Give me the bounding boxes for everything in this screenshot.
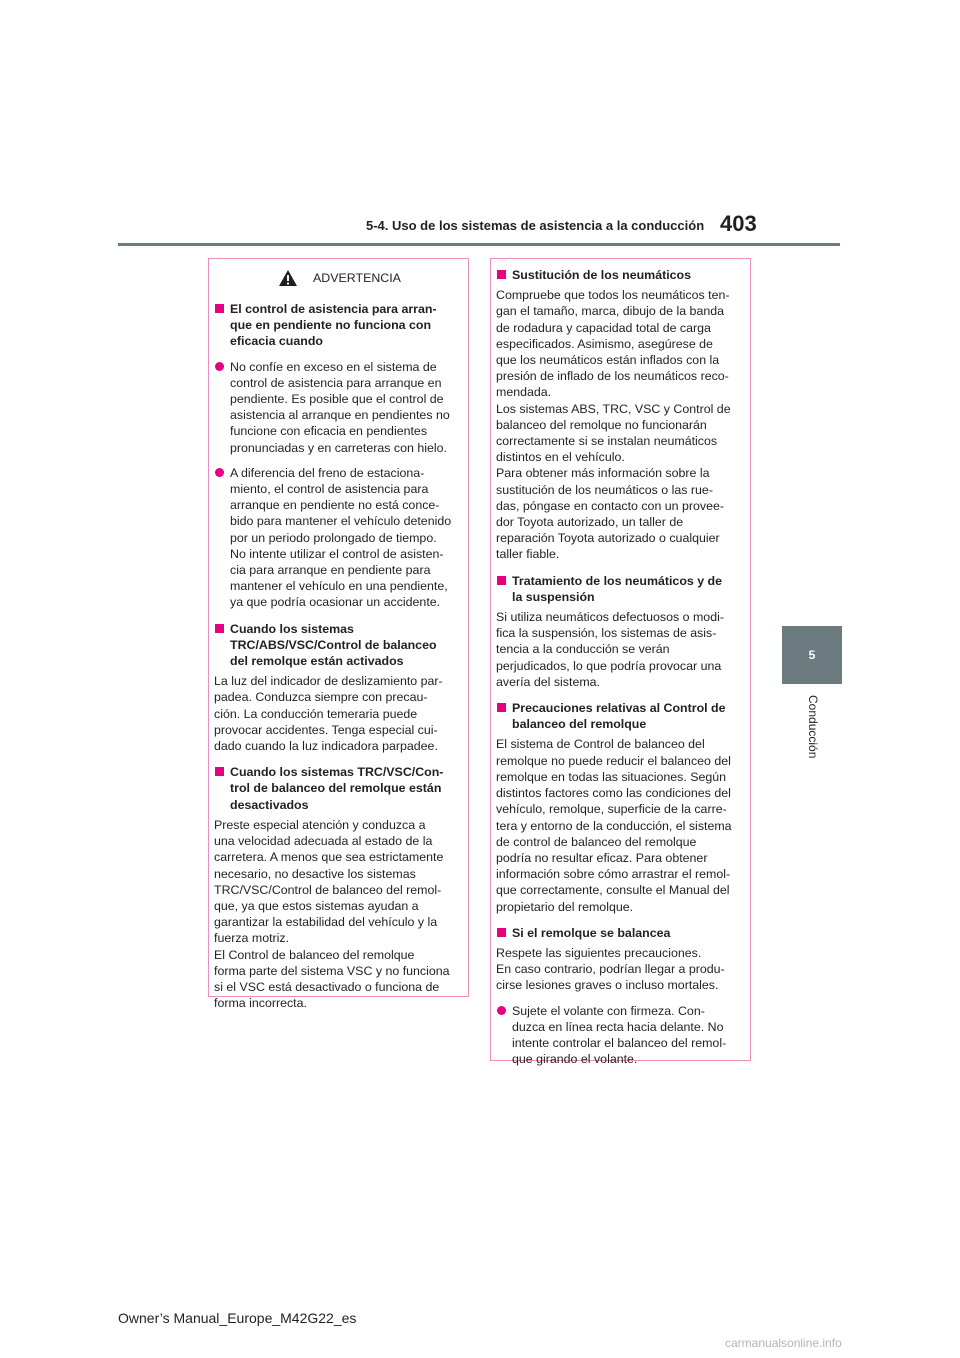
info-heading-4: Si el remolque se balancea — [496, 925, 740, 941]
chapter-number: 5 — [808, 648, 816, 662]
warning-header — [214, 265, 458, 291]
warning-text-3: Preste especial atención y conduzca a una velocidad adecuada al estado de la carretera. A menos que sea estrictamente necesario, no desactive los sistemas TRC/VSC/Control de balanceo del remol- que, ya que estos sistemas ayudan a garantizar la estabilidad del vehículo y la fuerza motriz. El Control de balanceo del remolque forma parte del sistema VSC y no funciona si el VSC está desactivado o funciona de forma incorrecta. — [214, 817, 450, 1011]
info-box — [490, 258, 751, 1067]
warning-heading-3: Cuando los sistemas TRC/VSC/Con- trol de balanceo del remolque están desactivados — [214, 764, 458, 813]
warning-text-2: La luz del indicador de deslizamiento par- padea. Conduzca siempre con precau- ción. La conducción temeraria puede provocar accidentes. Tenga especial cui- dado cuando la luz indicadora parpadee. — [214, 674, 443, 754]
info-text-2: Si utiliza neumáticos defectuosos o modi- fica la suspensión, los sistemas de asis- tencia a la conducción se verán perjudicados, lo que podría provocar una avería del sistema. — [496, 610, 724, 689]
info-bullet-1: Sujete el volante con firmeza. Con- duzca en línea recta hacia delante. No intente controlar el balanceo del remol- que girando el volante. — [496, 1003, 740, 1068]
square-bullet-icon — [497, 270, 506, 279]
info-heading-1: Sustitución de los neumáticos — [496, 267, 740, 283]
info-text-1: Compruebe que todos los neumáticos ten- gan el tamaño, marca, dibujo de la banda de rodadura y capacidad total de carga especificados. Asimismo, asegúrese de que los neumáticos están inflados con la presión de inflado de los neumáticos reco- mendada. Los sistemas ABS, TRC, VSC y Control de balanceo del remolque no funcionarán correctamente si se instalan neumáticos distintos en el vehículo. Para obtener más información sobre la sustitución de los neumáticos o las rue- das, póngase en contacto con un provee- dor Toyota autorizado, un taller de reparación Toyota autorizado o cualquier taller fiable. — [496, 288, 731, 562]
footer-manual-id: Owner’s Manual_Europe_M42G22_es — [118, 1310, 357, 1326]
round-bullet-icon — [215, 362, 224, 371]
square-bullet-icon — [497, 703, 506, 712]
square-bullet-icon — [215, 624, 224, 633]
info-text-4: Respete las siguientes precauciones. En caso contrario, podrían llegar a produ- cirse lesiones graves o incluso mortales. — [496, 945, 725, 993]
chapter-label: Conducción — [806, 695, 820, 759]
warning-bullet-2: A diferencia del freno de estaciona- miento, el control de asistencia para arranque en pendiente no está conce- bido para mantener el vehículo detenido por un periodo prolongado de tiempo. No intente utilizar el control de asisten- cia para arranque en pendiente para mantener el vehículo en una pendiente, ya que podría ocasionar un accidente. — [214, 465, 458, 611]
warning-bullet-1: No confíe en exceso en el sistema de control de asistencia para arranque en pendiente. Es posible que el control de asistencia al arranque en pendientes no funcione con eficacia en pendientes pronunciadas y en carreteras con hielo. — [214, 359, 458, 456]
warning-triangle-icon — [279, 270, 297, 286]
info-heading-2: Tratamiento de los neumáticos y de la suspensión — [496, 573, 740, 605]
square-bullet-icon — [215, 304, 224, 313]
warning-heading-2: Cuando los sistemas TRC/ABS/VSC/Control de balanceo del remolque están activados — [214, 621, 458, 670]
info-text-3: El sistema de Control de balanceo del remolque no puede reducir el balanceo del remolque en todas las situaciones. Según distintos factores como las condiciones del vehículo, remolque, superficie de la carre- tera y entorno de la conducción, el sistema de control de balanceo del remolque podría no resultar eficaz. Para obtener información sobre cómo arrastrar el remol- que correctamente, consulte el Manual del propietario del remolque. — [496, 737, 732, 914]
warning-label: ADVERTENCIA — [313, 270, 401, 285]
warning-box — [208, 258, 469, 1011]
round-bullet-icon — [497, 1006, 506, 1015]
square-bullet-icon — [497, 576, 506, 585]
watermark: carmanualsonline.info — [725, 1336, 842, 1350]
page-number: 403 — [720, 211, 757, 236]
square-bullet-icon — [215, 767, 224, 776]
warning-heading-1: El control de asistencia para arran- que en pendiente no funciona con eficacia cuando — [214, 301, 458, 350]
section-title: 5-4. Uso de los sistemas de asistencia a la conducción — [366, 218, 705, 233]
square-bullet-icon — [497, 928, 506, 937]
chapter-tab — [782, 626, 842, 684]
info-heading-3: Precauciones relativas al Control de balanceo del remolque — [496, 700, 740, 732]
header-rule — [118, 243, 840, 246]
round-bullet-icon — [215, 468, 224, 477]
